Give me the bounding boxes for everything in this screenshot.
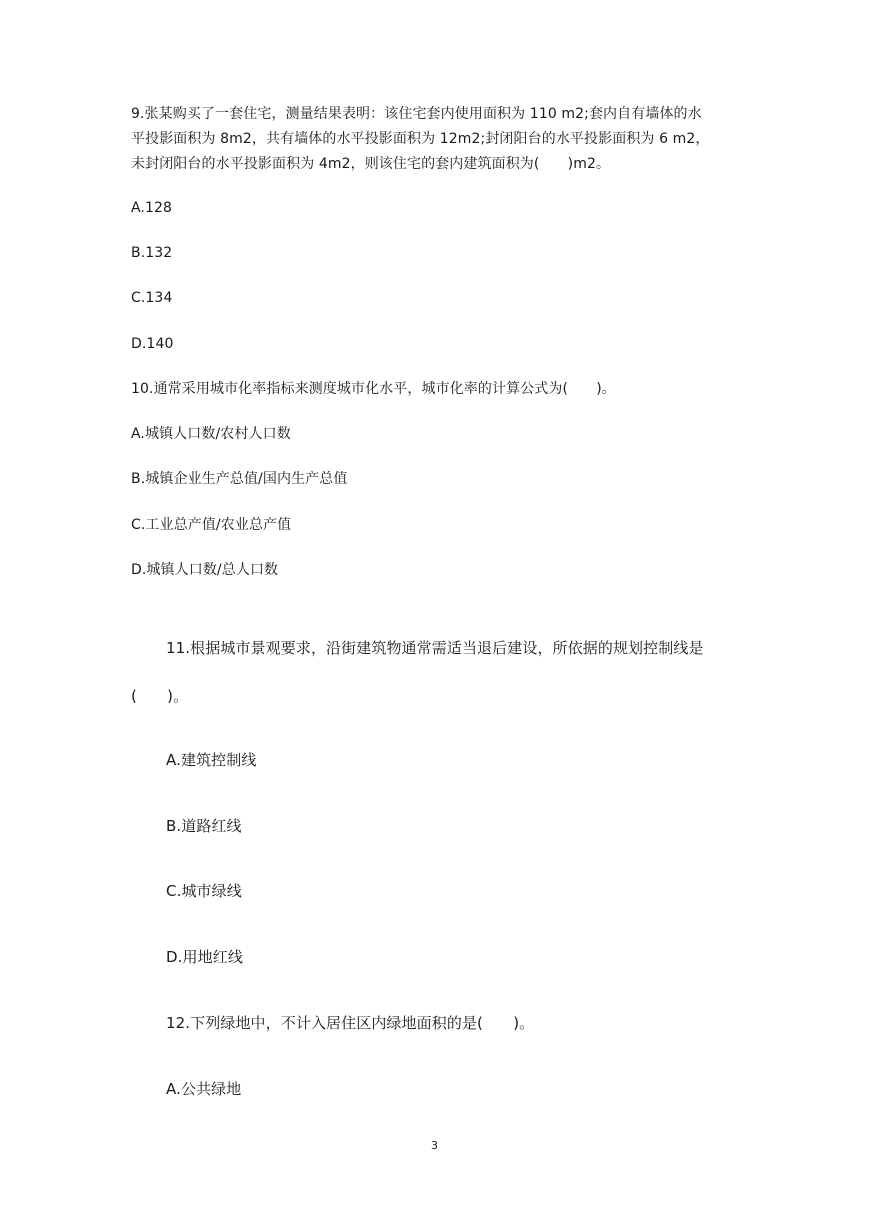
question-9-option-b: B.132 [131, 245, 173, 261]
question-11-option-b: B.道路红线 [166, 817, 242, 835]
question-11-stem-line-1: 11.根据城市景观要求，沿街建筑物通常需适当退后建设，所依据的规划控制线是 [166, 639, 704, 657]
question-10-option-c: C.工业总产值/农业总产值 [131, 517, 292, 533]
question-9-stem-line-1: 9.张某购买了一套住宅，测量结果表明：该住宅套内使用面积为 110 m2;套内自有墙体的水 [131, 106, 702, 122]
question-9-option-a: A.128 [131, 200, 173, 216]
question-10-stem: 10.通常采用城市化率指标来测度城市化水平，城市化率的计算公式为( )。 [131, 381, 616, 397]
question-11-stem-line-2: ( )。 [131, 687, 189, 705]
question-9-option-d: D.140 [131, 336, 174, 352]
question-10-option-d: D.城镇人口数/总人口数 [131, 562, 279, 578]
question-11-option-d: D.用地红线 [166, 948, 243, 966]
question-9-stem-line-2: 平投影面积为 8m2，共有墙体的水平投影面积为 12m2;封闭阳台的水平投影面积为 6 m2， [131, 131, 710, 147]
page-number: 3 [431, 1139, 438, 1152]
question-11-option-c: C.城市绿线 [166, 882, 242, 900]
question-9-option-c: C.134 [131, 290, 173, 306]
question-10-option-b: B.城镇企业生产总值/国内生产总值 [131, 471, 348, 487]
question-12-stem: 12.下列绿地中，不计入居住区内绿地面积的是( )。 [166, 1014, 535, 1032]
question-9-stem-line-3: 未封闭阳台的水平投影面积为 4m2，则该住宅的套内建筑面积为( )m2。 [131, 156, 611, 172]
question-12-option-a: A.公共绿地 [166, 1080, 242, 1098]
question-11-option-a: A.建筑控制线 [166, 751, 257, 769]
question-10-option-a: A.城镇人口数/农村人口数 [131, 426, 291, 442]
